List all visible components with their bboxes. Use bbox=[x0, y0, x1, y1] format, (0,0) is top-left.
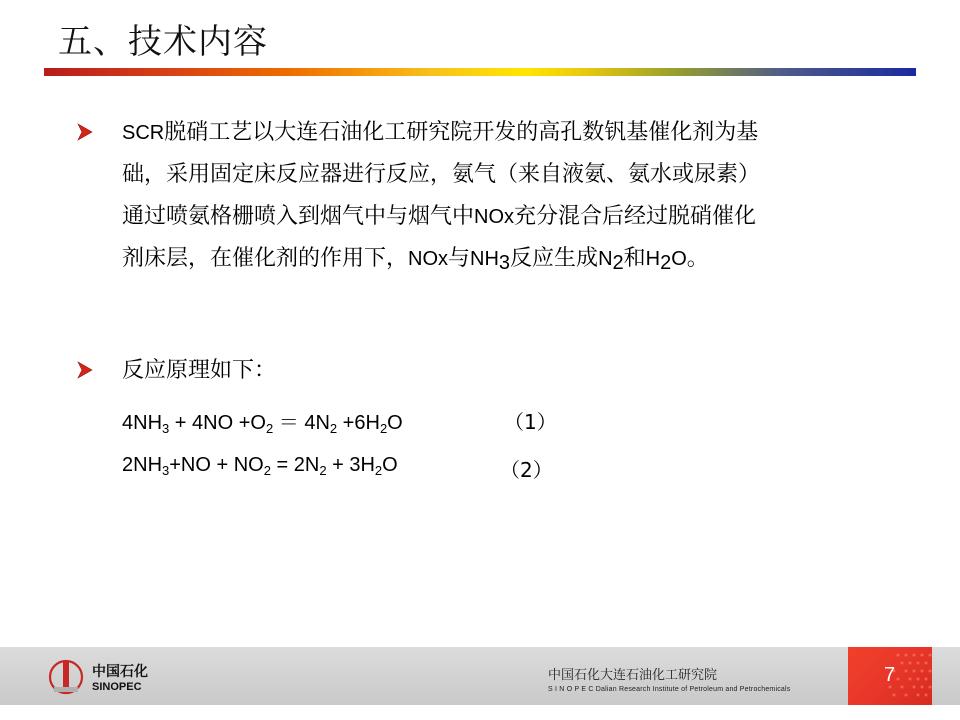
slide-title: 五、技术内容 bbox=[58, 22, 268, 62]
institute-chinese-name: 中国石化大连石油化工研究院 bbox=[548, 668, 718, 683]
bullet-1-line-3: 通过喷氨格栅喷入到烟气中与烟气中NOx充分混合后经过脱硝催化 bbox=[122, 204, 757, 229]
arrow-bullet-icon bbox=[76, 360, 94, 380]
title-gradient-bar bbox=[44, 68, 916, 76]
footer-bottom-strip bbox=[0, 705, 960, 720]
equation-2-number: （2） bbox=[500, 458, 553, 482]
arrow-bullet-icon bbox=[76, 122, 94, 142]
page-number: 7 bbox=[884, 664, 896, 686]
institute-english-name: S I N O P E C Dalian Research Institute of Petroleum and Petrochemicals bbox=[548, 686, 791, 693]
logo-english-name: SINOPEC bbox=[92, 681, 142, 693]
logo-chinese-name: 中国石化 bbox=[92, 664, 148, 680]
bullet-1-line-4: 剂床层，在催化剂的作用下，NOx与$NH_3$反应生成$N_2$和$H_2O$。 bbox=[122, 246, 709, 274]
sinopec-logo-icon bbox=[46, 657, 86, 697]
equation-1-number: （1） bbox=[504, 410, 557, 434]
bullet-1-line-1: SCR脱硝工艺以大连石油化工研究院开发的高孔数钒基催化剂为基 bbox=[122, 120, 759, 145]
bullet-1-text bbox=[122, 112, 906, 280]
bullet-2-heading: 反应原理如下： bbox=[122, 358, 277, 383]
bullet-1-line-2: 础，采用固定床反应器进行反应，氨气（来自液氨、氨水或尿素） bbox=[122, 162, 761, 187]
equation-2: $2NH_3+NO + NO_2 = 2N_2 + 3H_2O$ （2） bbox=[122, 454, 553, 482]
equation-1: $4NH_3 + 4NO +O_2 = 4N_2 +6H_2O$ （1） bbox=[122, 406, 403, 435]
